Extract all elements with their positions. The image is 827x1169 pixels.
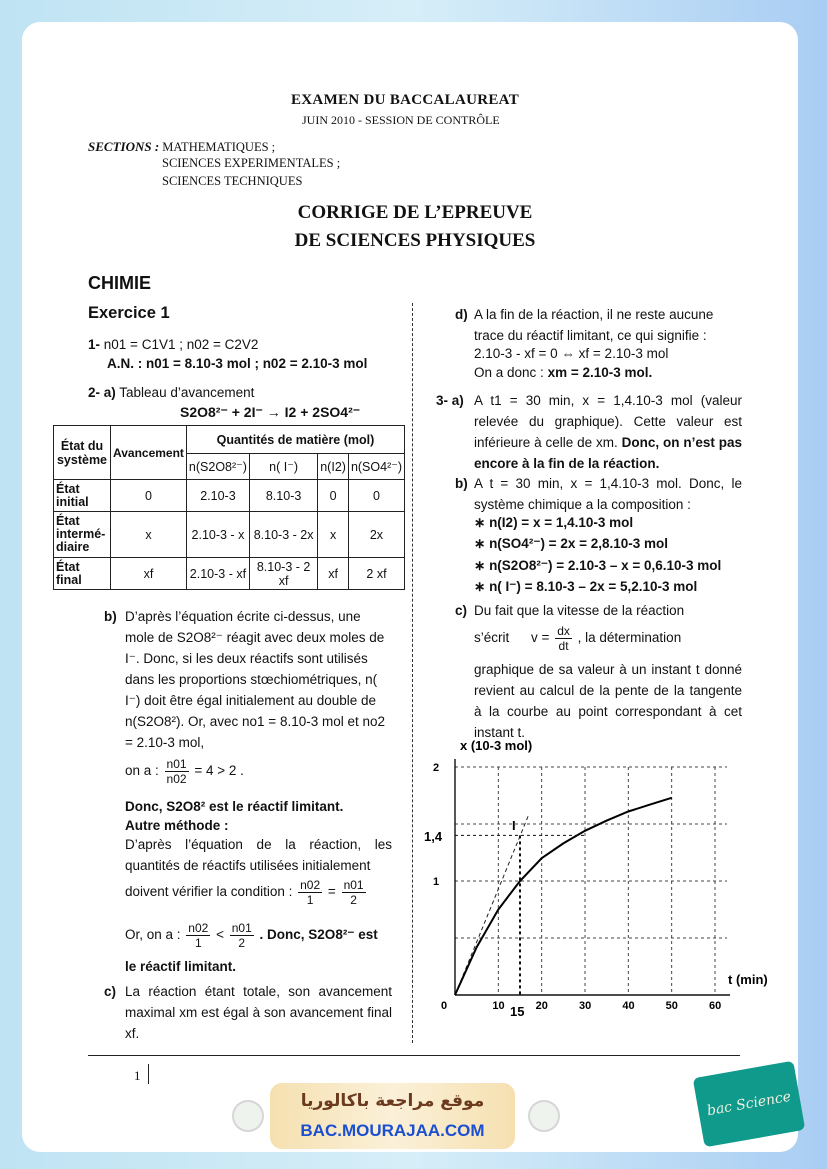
frac-den: 1: [194, 936, 202, 950]
ratio-fraction: [165, 757, 189, 786]
cond-frac-1: [298, 878, 322, 907]
table-cell: 8.10-3 - 2x: [249, 512, 317, 558]
frac-num: n02: [300, 878, 321, 892]
on-a-text: on a :: [125, 763, 159, 779]
ineq-frac-2: [230, 921, 254, 950]
series-line-x-t: [455, 798, 672, 995]
site-logo-right-icon: [528, 1100, 560, 1132]
cond-frac-2: [342, 878, 366, 907]
q1-an-line: [107, 353, 367, 374]
logo-text: bac Science: [705, 1088, 793, 1120]
q2b-inequality: Or, on a : $\frac{n02}{1}$ < $\frac{n01}{2}$ . Donc, S2O8²⁻ est: [125, 921, 378, 950]
table-cell: xf: [111, 558, 187, 590]
table-cell: 2x: [348, 512, 404, 558]
x-tick-label: 10: [492, 1000, 505, 1012]
frac-den: dt: [558, 639, 569, 653]
section-scitech: SCIENCES TECHNIQUES: [162, 174, 303, 188]
q3b-item: ∗ n(I2) = x = 1,4.10-3 mol: [474, 515, 634, 530]
q1-an-label: A.N. :: [107, 356, 143, 371]
exercice-title: Exercice 1: [88, 304, 170, 322]
chart-grid: [455, 767, 727, 995]
velocity-fraction: [555, 624, 572, 653]
th-etat: État du système: [54, 426, 111, 480]
q3c-text4: graphique de sa valeur à un instant t donné revient au calcul de la pente de la tangente à la courbe au point correspondant à cet instant t.: [474, 662, 742, 740]
q1-text: n01 = C1V1 ; n02 = C2V2: [103, 337, 259, 352]
frac-num: dx: [557, 624, 570, 638]
table-cell: 2 xf: [348, 558, 404, 590]
section-math: MATHEMATIQUES ;: [162, 140, 276, 154]
frac-num: n02: [188, 921, 209, 935]
th-species: n( I⁻): [249, 454, 317, 480]
q2b-condition: doivent vérifier la condition : $\frac{n02}{1}$ = $\frac{n01}{2}$: [125, 878, 364, 907]
q2a-label: 2- a): [88, 385, 116, 400]
autre-methode: Autre méthode :: [125, 818, 229, 833]
section-sciexp: SCIENCES EXPERIMENTALES ;: [162, 156, 341, 170]
ineq-frac-1: [186, 921, 210, 950]
q3a-text: [474, 390, 742, 474]
site-banner[interactable]: [270, 1083, 515, 1149]
chart-marks: [455, 798, 672, 995]
x-axis-label: t (min): [728, 972, 768, 987]
q2c-label: c): [104, 984, 117, 999]
q3c-velocity: [474, 624, 742, 653]
th-quantites: Quantités de matière (mol): [186, 426, 404, 454]
frac-den: 2: [350, 893, 357, 907]
q2a-line: [88, 382, 254, 403]
q3b-label: b): [455, 476, 468, 491]
q2d-eq: 2.10-3 - xf = 0 ⇔ xf = 2.10-3 mol: [474, 346, 669, 361]
q3b-item: ∗ n( I⁻) = 8.10-3 – 2x = 5,2.10-3 mol: [474, 579, 698, 594]
q2d-conclusion-line: [474, 362, 652, 383]
column-divider: [412, 303, 413, 1043]
x-tick-label: 60: [709, 1000, 722, 1012]
q2c-text: La réaction étant totale, son avancement maximal xm est égal à son avancement final xf.: [125, 984, 392, 1041]
y-tick-label: 1: [433, 876, 440, 888]
reaction-equation: S2O8²⁻ + 2I⁻ → I2 + 2SO4²⁻: [180, 404, 361, 420]
or-on-a: Or, on a :: [125, 927, 181, 943]
table-cell: x: [318, 512, 349, 558]
row-label: État final: [54, 558, 111, 590]
x-tick-label: 20: [535, 1000, 548, 1012]
q1-an-text: n01 = 8.10-3 mol ; n02 = 2.10-3 mol: [146, 356, 368, 371]
x-mark-label: 15: [510, 1004, 525, 1019]
table-cell: 8.10-3: [249, 480, 317, 512]
table-cell: x: [111, 512, 187, 558]
item-text: n(I2) = x = 1,4.10-3 mol: [489, 515, 634, 530]
q3c-label: c): [455, 603, 468, 618]
th-species: n(I2): [318, 454, 349, 480]
table-cell: 0: [318, 480, 349, 512]
table-cell: 2.10-3: [186, 480, 249, 512]
tangent-line: [455, 815, 529, 995]
sections-label: SECTIONS :: [88, 139, 160, 154]
section-chimie: CHIMIE: [88, 273, 151, 293]
q2b-ratio: [125, 757, 244, 786]
x-tick-label: 30: [579, 1000, 592, 1012]
row-label: État initial: [54, 480, 111, 512]
th-species: n(S2O8²⁻): [186, 454, 249, 480]
exam-heading: EXAMEN DU BACCALAUREAT: [291, 92, 519, 108]
conclusion2: . Donc, S2O8²⁻ est: [259, 927, 378, 943]
chart-axes: [433, 759, 730, 1012]
q3a-text-pre: A t1 = 30 min, x = 1,4.10-3 mol (valeur relevée du graphique). Cette valeur est inférieure à celle de xm.: [474, 393, 742, 450]
q3a-text-bold: Donc, on n’est pas encore à la fin de la réaction.: [474, 435, 742, 471]
point-label: I: [512, 818, 516, 833]
x-tick-label: 40: [622, 1000, 635, 1012]
q2b-p2: D’après l’équation de la réaction, les quantités de réactifs utilisées initialement: [125, 837, 392, 873]
frac-num: n01: [166, 757, 187, 771]
table-cell: 8.10-3 - 2 xf: [249, 558, 317, 590]
row-label: État intermé-diaire: [54, 512, 111, 558]
frac-num: n01: [231, 921, 252, 935]
table-cell: xf: [318, 558, 349, 590]
y-tick-label: 2: [433, 762, 440, 774]
item-text: n(S2O8²⁻) = 2.10-3 – x = 0,6.10-3 mol: [489, 558, 722, 573]
q2a-text: Tableau d’avancement: [119, 385, 255, 400]
x-tick-label: 0: [441, 1000, 448, 1012]
q2d-conclusion: xm = 2.10-3 mol.: [547, 365, 653, 380]
q3a-label: 3- a): [436, 393, 464, 408]
item-text: n(SO4²⁻) = 2x = 2,8.10-3 mol: [489, 536, 669, 551]
site-logo-left-icon: [232, 1100, 264, 1132]
sections-block: [88, 139, 275, 155]
y-mark-label: 1,4: [424, 829, 443, 844]
q1-label: 1-: [88, 337, 101, 352]
item-text: n( I⁻) = 8.10-3 – 2x = 5,2.10-3 mol: [489, 579, 698, 594]
y-axis-label: x (10-3 mol): [460, 738, 533, 753]
page-number-divider: [148, 1064, 149, 1084]
q3c-text1: Du fait que la vitesse de la réaction: [474, 603, 685, 618]
q3b-item: ∗ n(SO4²⁻) = 2x = 2,8.10-3 mol: [474, 536, 669, 551]
title-line1: CORRIGE DE L’EPREUVE: [297, 202, 533, 223]
q2b-conclusion: Donc, S2O8² est le réactif limitant.: [125, 799, 344, 814]
banner-url[interactable]: BAC.MOURAJAA.COM: [300, 1121, 485, 1140]
frac-den: 2: [238, 936, 246, 950]
q2b-paragraph: D’après l’équation écrite ci-dessus, une mole de S2O8²⁻ réagit avec deux moles de I⁻. Donc, si les deux réactifs sont utilisés dans les proportions stœchiométriques, n( I⁻) doit être égal initialement au double de n(S2O8²). Or, avec no1 = 8.10-3 mol et no2 = 2.10-3 mol,: [125, 609, 386, 750]
q3c-text3: , la détermination: [577, 630, 682, 646]
q2d-conclusion-pre: On a donc :: [474, 365, 544, 380]
v-eq: v =: [531, 630, 550, 646]
table-cell: 2.10-3 - x: [186, 512, 249, 558]
table-cell: 2.10-3 - xf: [186, 558, 249, 590]
q3c-text2: s’écrit: [474, 630, 510, 646]
th-species: n(SO4²⁻): [348, 454, 404, 480]
page-number: 1: [134, 1068, 141, 1083]
condition-text: doivent vérifier la condition :: [125, 884, 293, 900]
frac-den: 1: [306, 893, 314, 907]
ratio-result: = 4 > 2 .: [194, 763, 244, 779]
session-text: JUIN 2010 - SESSION DE CONTRÔLE: [302, 113, 500, 127]
q2d-label: d): [455, 307, 468, 322]
x-tick-label: 50: [665, 1000, 678, 1012]
q3b-item: ∗ n(S2O8²⁻) = 2.10-3 – x = 0,6.10-3 mol: [474, 558, 722, 573]
table-cell: 0: [111, 480, 187, 512]
footer-rule: [88, 1055, 740, 1056]
table-cell: 0: [348, 480, 404, 512]
banner-arabic: موقع مراجعة باكالوريا: [300, 1091, 485, 1111]
title-line2: DE SCIENCES PHYSIQUES: [294, 230, 536, 251]
q3b-text: A t = 30 min, x = 1,4.10-3 mol. Donc, le système chimique a la composition :: [474, 476, 742, 512]
x-vs-t-chart: [420, 730, 790, 1030]
frac-num: n01: [343, 878, 364, 892]
q2d-text: A la fin de la réaction, il ne reste aucune trace du réactif limitant, ce qui signifie :: [474, 307, 714, 343]
th-avancement: Avancement: [111, 426, 187, 480]
frac-den: n02: [166, 772, 187, 786]
q1-line: [88, 334, 258, 355]
advancement-table: [53, 425, 405, 590]
conclusion3: le réactif limitant.: [125, 959, 237, 974]
q2b-label: b): [104, 609, 117, 624]
